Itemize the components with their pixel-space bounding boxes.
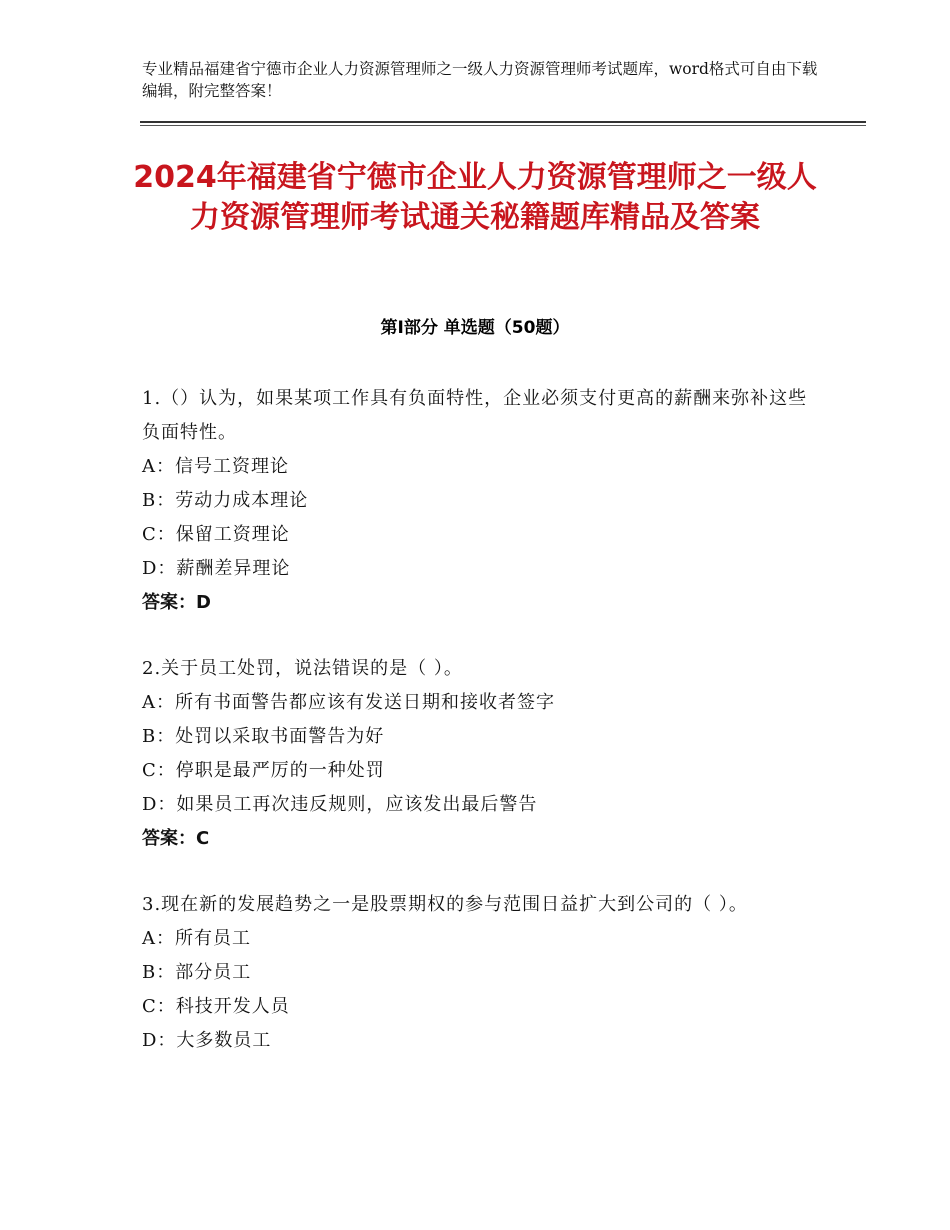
header-divider-thin — [140, 125, 866, 126]
option-b: B：劳动力成本理论 — [142, 490, 309, 511]
question-stem: 3.现在新的发展趋势之一是股票期权的参与范围日益扩大到公司的（ ）。 — [142, 894, 748, 915]
option-c: C：科技开发人员 — [142, 996, 290, 1017]
option-d: D：大多数员工 — [142, 1030, 272, 1051]
answer: 答案：C — [142, 828, 210, 849]
question-1 — [142, 382, 822, 620]
option-a: A：所有书面警告都应该有发送日期和接收者签字 — [142, 692, 555, 713]
answer: 答案：D — [142, 592, 211, 613]
option-d: D：如果员工再次违反规则，应该发出最后警告 — [142, 794, 538, 815]
option-b: B：处罚以采取书面警告为好 — [142, 726, 385, 747]
option-c: C：保留工资理论 — [142, 524, 290, 545]
document-title: 2024年福建省宁德市企业人力资源管理师之一级人力资源管理师考试通关秘籍题库精品及答案 — [133, 160, 817, 235]
header-divider — [140, 121, 866, 126]
header-divider-thick — [140, 121, 866, 123]
option-c: C：停职是最严厉的一种处罚 — [142, 760, 385, 781]
option-d: D：薪酬差异理论 — [142, 558, 291, 579]
question-stem: 2.关于员工处罚，说法错误的是（ ）。 — [142, 658, 463, 679]
option-b: B：部分员工 — [142, 962, 252, 983]
question-stem: 1.（）认为，如果某项工作具有负面特性，企业必须支付更高的薪酬来弥补这些负面特性。 — [142, 388, 808, 443]
question-3 — [142, 888, 822, 1058]
option-a: A：所有员工 — [142, 928, 251, 949]
question-list — [142, 382, 822, 1090]
option-a: A：信号工资理论 — [142, 456, 289, 477]
section-title: 第Ⅰ部分 单选题（50题） — [380, 318, 570, 338]
question-2 — [142, 652, 822, 856]
header-note: 专业精品福建省宁德市企业人力资源管理师之一级人力资源管理师考试题库，word格式可自由下载编辑，附完整答案！ — [142, 60, 818, 100]
